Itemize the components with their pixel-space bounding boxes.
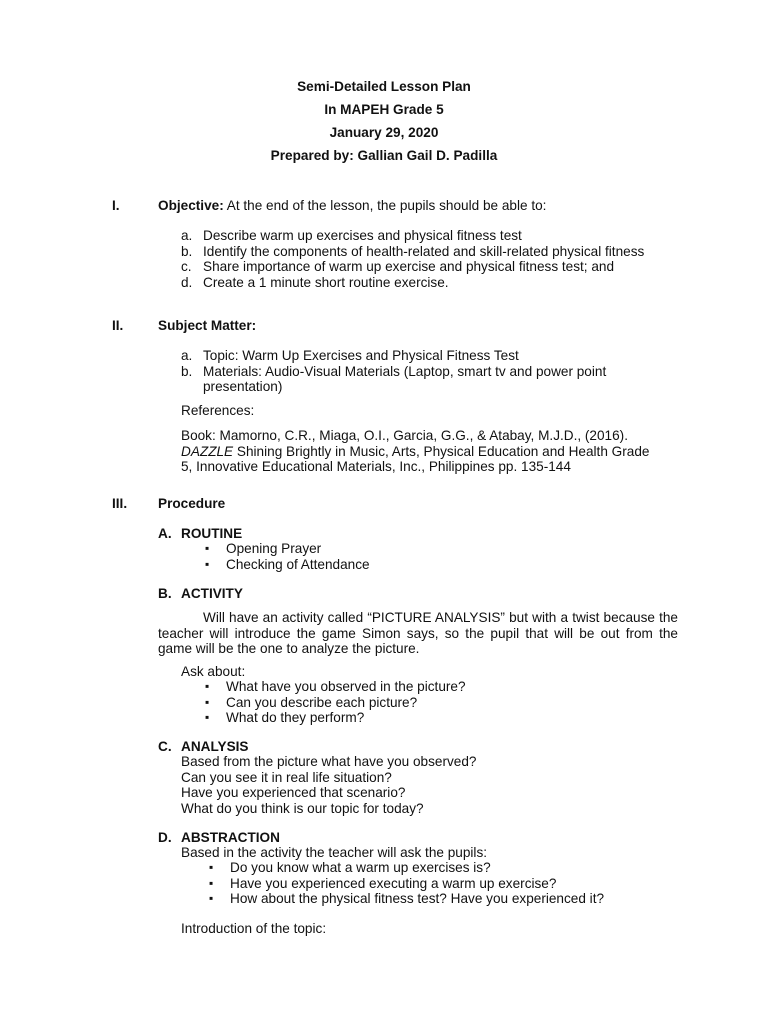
item-letter: c. xyxy=(181,259,192,274)
activity-questions xyxy=(203,679,673,726)
prepared-by: Prepared by: Gallian Gail D. Padilla xyxy=(270,148,498,163)
subsection-letter: C. xyxy=(158,739,172,754)
references-label: References: xyxy=(181,403,255,418)
section-heading xyxy=(158,318,256,334)
subject-matter-list xyxy=(181,348,681,395)
subsection-activity-heading xyxy=(158,586,243,602)
list-item xyxy=(181,259,681,275)
list-item: ▪ What have you observed in the picture? xyxy=(203,679,673,695)
document-title: Semi-Detailed Lesson Plan xyxy=(297,79,471,94)
section-label: Objective: xyxy=(158,198,224,213)
item-letter: d. xyxy=(181,274,193,290)
list-item: ▪ Have you experienced executing a warm up exercise? xyxy=(207,876,677,892)
subsection-title: ROUTINE xyxy=(181,526,243,541)
list-item xyxy=(181,275,681,291)
subsection-abstraction-heading xyxy=(158,830,280,846)
document-header xyxy=(0,78,768,170)
subsection-title: ACTIVITY xyxy=(181,586,243,601)
subsection-letter: D. xyxy=(158,830,172,845)
item-letter: a. xyxy=(181,348,193,363)
section-label: Subject Matter: xyxy=(158,318,257,333)
item-text: Create a 1 minute short routine exercise. xyxy=(203,274,449,290)
list-item: ▪ How about the physical fitness test? Have you experienced it? xyxy=(207,891,677,907)
item-letter: b. xyxy=(181,363,193,379)
book-reference xyxy=(181,428,661,475)
abstraction-questions xyxy=(207,860,677,907)
document-date: January 29, 2020 xyxy=(329,125,439,140)
section-number: I. xyxy=(112,198,120,213)
section-label: Procedure xyxy=(158,496,226,511)
list-item xyxy=(181,364,681,395)
item-text: Identify the components of health-related and skill-related physical fitness xyxy=(203,243,645,259)
list-item: ▪ Opening Prayer xyxy=(203,541,673,557)
item-text: Share importance of warm up exercise and physical fitness test; and xyxy=(203,259,615,274)
subsection-title: ABSTRACTION xyxy=(181,830,280,845)
objective-list xyxy=(181,228,681,290)
analysis-line: Based from the picture what have you observed? xyxy=(181,754,477,769)
analysis-line: What do you think is our topic for today? xyxy=(181,800,424,816)
section-heading xyxy=(158,496,225,512)
item-letter: a. xyxy=(181,228,193,243)
book-prefix: Book: Mamorno, C.R., Miaga, O.I., Garcia, G.G., & Atabay, M.J.D., (2016). xyxy=(181,428,628,443)
list-item xyxy=(181,348,681,364)
book-title: DAZZLE xyxy=(181,443,234,459)
subsection-routine-heading xyxy=(158,526,242,542)
section-number: II. xyxy=(112,318,124,333)
objective-intro: At the end of the lesson, the pupils should be able to: xyxy=(223,198,547,213)
routine-list xyxy=(203,541,673,572)
list-item: ▪ Can you describe each picture? xyxy=(203,695,673,711)
activity-paragraph: Will have an activity called “PICTURE ANALYSIS” but with a twist because the teacher will introduce the game Simon says, so the pupil that will be out from the game will be the one to analyze the picture. xyxy=(158,610,678,656)
topic-introduction: Introduction of the topic: xyxy=(181,921,327,936)
item-text: Describe warm up exercises and physical fitness test xyxy=(203,228,522,243)
subsection-letter: A. xyxy=(158,526,172,541)
document-subject: In MAPEH Grade 5 xyxy=(324,102,444,117)
list-item xyxy=(181,228,681,244)
abstraction-intro: Based in the activity the teacher will ask the pupils: xyxy=(181,845,488,860)
list-item: ▪ What do they perform? xyxy=(203,710,673,726)
analysis-questions xyxy=(181,754,661,816)
subsection-analysis-heading xyxy=(158,739,248,755)
list-item: ▪ Checking of Attendance xyxy=(203,557,673,573)
list-item: ▪ Do you know what a warm up exercises is? xyxy=(207,860,677,876)
subsection-letter: B. xyxy=(158,586,172,601)
item-text: Materials: Audio-Visual Materials (Laptop, smart tv and power point presentation) xyxy=(203,363,607,394)
item-text: Topic: Warm Up Exercises and Physical Fitness Test xyxy=(203,348,519,363)
subsection-title: ANALYSIS xyxy=(181,739,249,754)
analysis-line: Can you see it in real life situation? xyxy=(181,769,392,785)
book-suffix: Shining Brightly in Music, Arts, Physical Education and Health Grade 5, Innovative Educational Materials, Inc., Philippines pp. 135-144 xyxy=(181,443,650,474)
item-letter: b. xyxy=(181,243,193,259)
list-item xyxy=(181,244,681,260)
section-heading xyxy=(158,198,546,214)
section-number: III. xyxy=(112,496,128,511)
analysis-line: Have you experienced that scenario? xyxy=(181,785,406,800)
ask-about-label: Ask about: xyxy=(181,664,246,679)
